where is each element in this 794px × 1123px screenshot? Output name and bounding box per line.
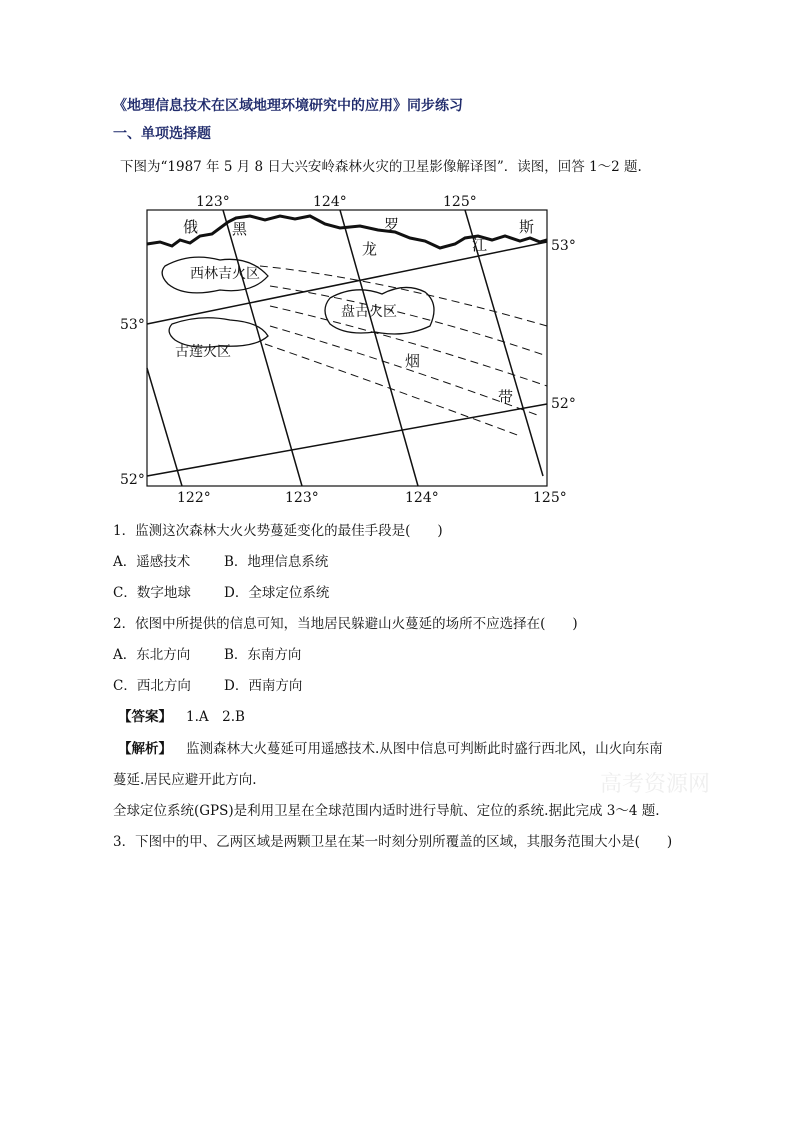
meridian-124 (340, 210, 421, 486)
question-1-option-a: A．遥感技术 (113, 554, 191, 570)
river-char-3: 罗 (384, 216, 400, 234)
river-char-4: 龙 (362, 240, 378, 258)
parallel-52 (147, 404, 547, 476)
river-char-1: 俄 (183, 218, 199, 236)
bottom-lon-122: 122° (177, 490, 211, 506)
right-lat-52: 52° (551, 396, 576, 412)
smoke-belt (260, 266, 547, 436)
document-title: 《地理信息技术在区域地理环境研究中的应用》同步练习 (113, 98, 463, 114)
question-1-stem: 1．监测这次森林大火火势蔓延变化的最佳手段是( ) (113, 523, 443, 539)
intro-text: 下图为“1987 年 5 月 8 日大兴安岭森林火灾的卫星影像解译图”．读图，回答 1～2 题. (120, 159, 642, 175)
smoke-char-1: 烟 (405, 352, 421, 370)
meridian-123 (223, 210, 302, 486)
fire-zone-label-xilinji: 西林吉火区 (190, 266, 260, 282)
right-lat-53: 53° (551, 238, 576, 254)
smoke-char-2: 带 (498, 388, 514, 406)
question-3-stem: 3．下图中的甲、乙两区域是两颗卫星在某一时刻分别所覆盖的区域，其服务范围大小是( ) (113, 834, 673, 850)
answer-text: 1.A 2.B (186, 709, 245, 725)
top-lon-125: 125° (443, 194, 477, 210)
analysis-label: 【解析】 (118, 741, 172, 757)
bottom-lon-125: 125° (533, 490, 567, 506)
fire-zone-label-pangu: 盘古火区 (341, 304, 397, 320)
question-2-option-b: B．东南方向 (224, 647, 302, 663)
top-lon-123: 123° (196, 194, 230, 210)
question-2-option-a: A．东北方向 (113, 647, 191, 663)
analysis-line-1: 监测森林大火蔓延可用遥感技术.从图中信息可判断此时盛行西北风，山火向东南 (186, 741, 663, 757)
bottom-lon-123: 123° (285, 490, 319, 506)
fire-zone-label-gulian: 古莲火区 (175, 344, 231, 360)
question-2-option-c: C．西北方向 (113, 678, 191, 694)
question-1-option-b: B．地理信息系统 (224, 554, 329, 570)
forest-fire-map (120, 186, 590, 506)
question-1-option-d: D．全球定位系统 (224, 585, 330, 601)
gulian-fire-zone (169, 318, 268, 347)
river-char-5: 江 (472, 236, 488, 254)
river-char-6: 斯 (519, 218, 535, 236)
watermark: 高考资源网 (600, 772, 711, 797)
left-lat-53: 53° (120, 317, 145, 333)
question-2-option-d: D．西南方向 (224, 678, 303, 694)
top-lon-124: 124° (313, 194, 347, 210)
section-heading: 一、单项选择题 (113, 126, 211, 142)
answer-label: 【答案】 (118, 709, 172, 725)
river-char-2: 黑 (232, 220, 248, 238)
gps-intro: 全球定位系统(GPS)是利用卫星在全球范围内适时进行导航、定位的系统.据此完成 3～4 题. (113, 803, 660, 819)
question-1-option-c: C．数字地球 (113, 585, 191, 601)
bottom-lon-124: 124° (405, 490, 439, 506)
meridian-122 (147, 368, 182, 486)
left-lat-52: 52° (120, 472, 145, 488)
analysis-line-2: 蔓延.居民应避开此方向. (113, 772, 257, 788)
question-2-stem: 2．依图中所提供的信息可知，当地居民躲避山火蔓延的场所不应选择在( ) (113, 616, 578, 632)
